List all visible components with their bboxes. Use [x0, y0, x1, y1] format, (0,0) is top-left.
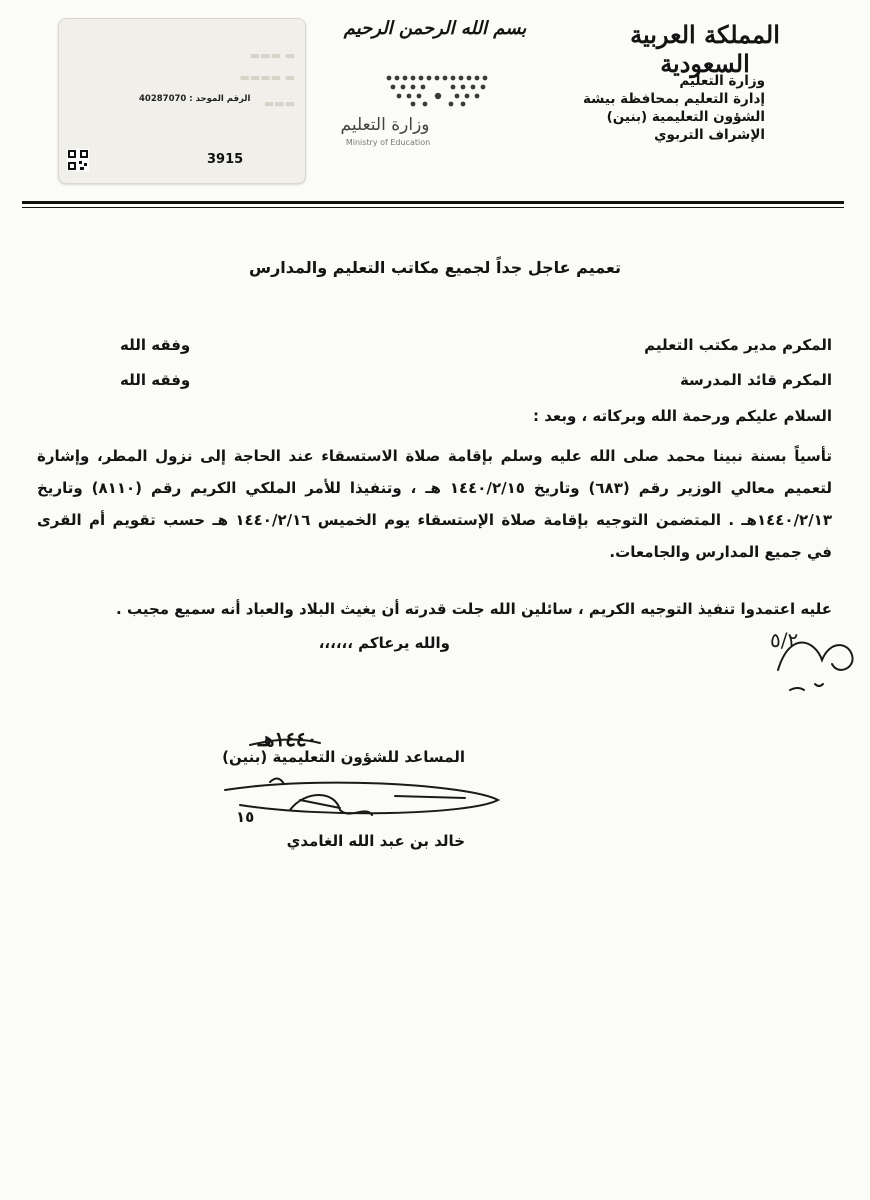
signature-stroke	[395, 796, 465, 798]
recipient-closing: وفقه الله	[120, 336, 191, 354]
basmala: بسم الله الرحمن الرحيم	[343, 18, 527, 39]
department-line: إدارة التعليم بمحافظة بيشة	[582, 91, 765, 107]
department-line: وزارة التعليم	[679, 73, 765, 89]
letter-subject: تعميم عاجل جداً لجميع مكاتب التعليم والمدارس	[248, 258, 621, 277]
greeting: السلام عليكم ورحمة الله وبركاته ، وبعد :	[532, 407, 832, 425]
year-underline	[250, 739, 320, 745]
recipient-closing: وفقه الله	[120, 371, 191, 389]
hijri-year: ١٤٤٠هـ	[258, 727, 318, 751]
margin-scribble	[790, 684, 823, 690]
ministry-logo-text: وزارة التعليم	[340, 115, 430, 135]
department-line: الشؤون التعليمية (بنين)	[606, 109, 765, 125]
signatory-name: خالد بن عبد الله الغامدي	[286, 832, 465, 850]
registration-number: 3915	[207, 152, 244, 167]
kingdom-title: المملكة العربية السعودية	[630, 20, 780, 78]
recipient-line: المكرم مدير مكتب التعليم	[644, 336, 832, 354]
letter-body: تأسياً بسنة نبينا محمد صلى الله عليه وسلم بإقامة صلاة الاستسقاء عند الحاجة إلى نزول المطر، وإشارة لتعميم معالي الوزير رقم (٦٨٣) وتاريخ ١٤٤٠/٢/١٥ هـ ، وتنفيذا للأمر الملكي الكريم رقم (٨١١٠) وتاريخ ١٤٤٠/٢/١٣هـ . المتضمن التوجيه بإقامة صلاة الإستسقاء يوم الخميس ١٤٤٠/٢/١٦ هـ حسب تقويم أم القرى في جميع المدارس والجامعات.	[37, 447, 833, 561]
handwritten-margin-note: ٥/٢	[770, 628, 799, 652]
sticker-faded-text: ▬▬▬▬ ▬	[239, 71, 295, 84]
margin-scribble	[778, 643, 853, 671]
unified-number: الرقم الموحد : 40287070	[139, 94, 251, 104]
recipient-line: المكرم قائد المدرسة	[679, 371, 832, 389]
handwritten-day-note: ١٥	[236, 808, 255, 826]
letter-instruction: عليه اعتمدوا تنفيذ التوجيه الكريم ، سائلين الله جلت قدرته أن يغيث البلاد والعباد أنه سميع مجيب .	[116, 600, 832, 618]
sticker-faded-text: ▬▬▬	[263, 97, 295, 110]
department-line: الإشراف التربوي	[654, 127, 765, 143]
ministry-logo-english: Ministry of Education	[345, 138, 431, 147]
signatory-title: المساعد للشؤون التعليمية (بنين)	[222, 748, 465, 766]
sticker-faded-text: ▬▬▬ ▬	[249, 49, 295, 62]
letter-closing: والله يرعاكم ،،،،،،	[318, 634, 450, 652]
